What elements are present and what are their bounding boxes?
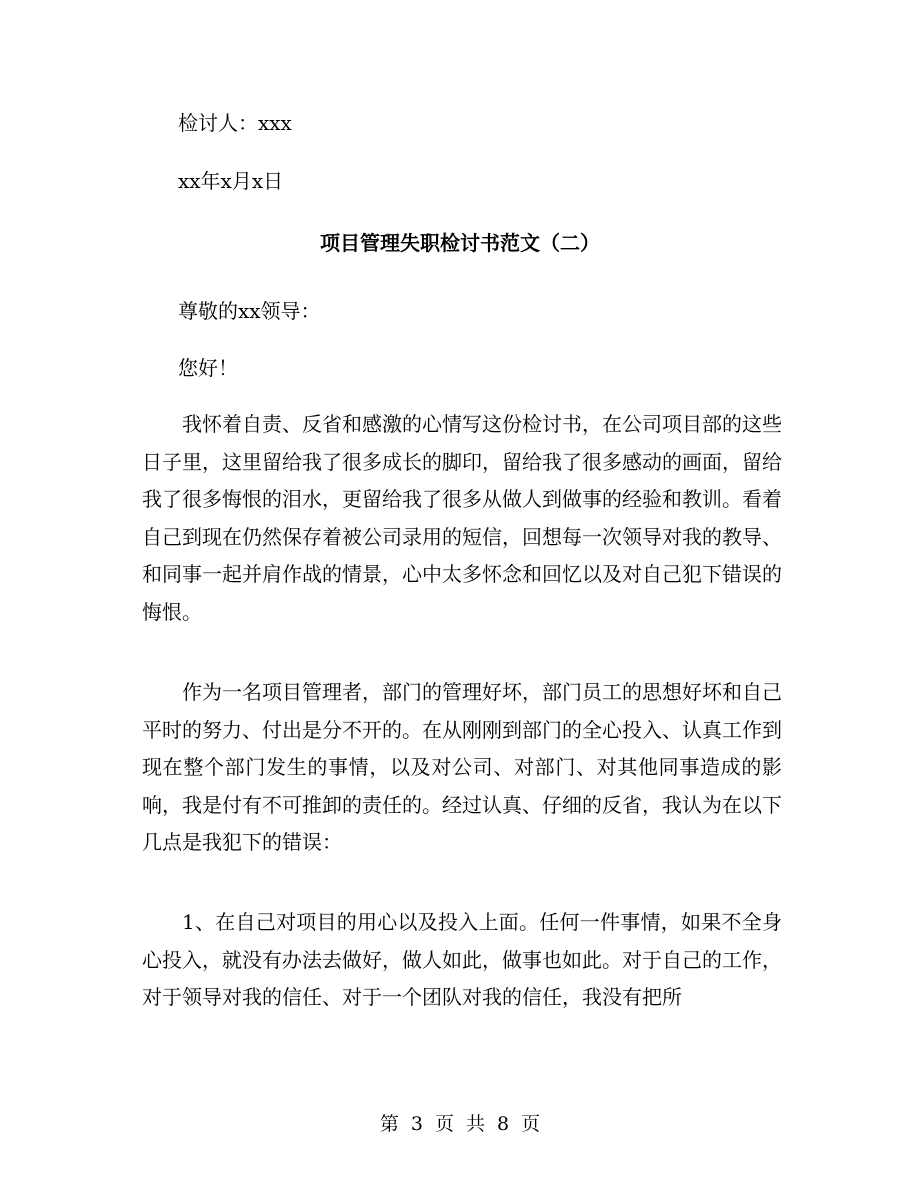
body-paragraph: 作为一名项目管理者，部门的管理好坏，部门员工的思想好坏和自己平时的努力、付出是分不开的。在从刚刚到部门的全心投入、认真工作到现在整个部门发生的事情，以及对公司、对部门、对其他同事造成的影响，我是付有不可推卸的责任的。经过认真、仔细的反省，我认为在以下几点是我犯下的错误： <box>142 680 782 854</box>
salutation: 尊敬的xx领导： <box>178 299 321 323</box>
signature-name: 检讨人：xxx <box>178 111 292 135</box>
greeting: 您好！ <box>178 356 238 380</box>
signature-date: xx年x月x日 <box>178 169 284 193</box>
document-title: 项目管理失职检讨书范文（二） <box>320 231 600 255</box>
page-number-footer: 第 3 页 共 8 页 <box>379 1113 541 1135</box>
body-paragraph: 1、在自己对项目的用心以及投入上面。任何一件事情，如果不全身心投入，就没有办法去做好，做人如此，做事也如此。对于自己的工作，对于领导对我的信任、对于一个团队对我的信任，我没有把所 <box>142 910 782 1009</box>
body-paragraph: 我怀着自责、反省和感激的心情写这份检讨书，在公司项目部的这些日子里，这里留给我了很多成长的脚印，留给我了很多感动的画面，留给我了很多悔恨的泪水，更留给我了很多从做人到做事的经验和教训。看着自己到现在仍然保存着被公司录用的短信，回想每一次领导对我的教导、和同事一起并肩作战的情景，心中太多怀念和回忆以及对自己犯下错误的悔恨。 <box>142 412 782 624</box>
